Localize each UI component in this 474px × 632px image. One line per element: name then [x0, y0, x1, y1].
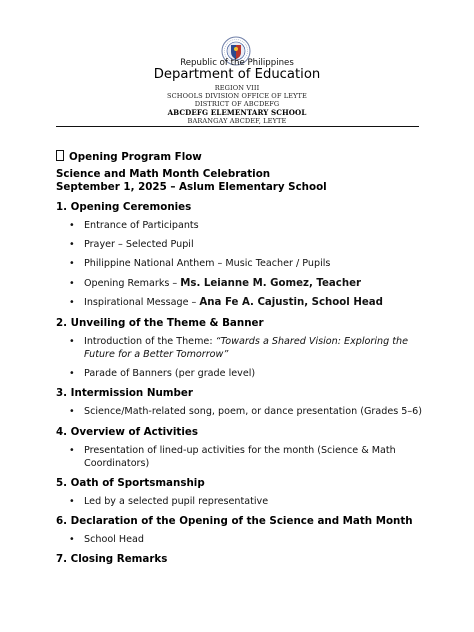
bullet: •: [69, 445, 75, 456]
bullet: •: [69, 220, 75, 231]
school-name: ABCDEFG ELEMENTARY SCHOOL: [167, 108, 307, 117]
barangay-label: BARANGAY ABCDEF, LEYTE: [187, 117, 287, 125]
program-heading-text: Opening Program Flow: [69, 151, 202, 163]
letterhead-divider: [56, 126, 419, 127]
list-item-text: [84, 297, 383, 308]
bullet: •: [69, 258, 75, 269]
list-item-text-continued: Coordinators): [84, 458, 150, 469]
speaker-name: Ms. Leianne M. Gomez, Teacher: [180, 278, 362, 289]
speaker-name: Ana Fe A. Cajustin, School Head: [199, 297, 383, 308]
republic-label: Republic of the Philippines: [180, 58, 294, 68]
list-item-text: Philippine National Anthem – Music Teacher / Pupils: [84, 258, 331, 269]
section-heading: 5. Oath of Sportsmanship: [56, 477, 205, 489]
event-title: Science and Math Month Celebration: [56, 168, 271, 180]
list-item-text: [84, 278, 361, 289]
bullet: •: [69, 496, 75, 507]
list-item-text: Presentation of lined-up activities for the month (Science & Math: [84, 445, 396, 456]
list-item-text: Led by a selected pupil representative: [84, 496, 269, 507]
section-heading: 1. Opening Ceremonies: [56, 201, 192, 213]
department-title: Department of Education: [153, 67, 321, 82]
list-item-prefix: Introduction of the Theme:: [84, 336, 216, 347]
list-item-text: School Head: [84, 534, 144, 545]
list-item-text: [84, 336, 408, 347]
division-label: SCHOOLS DIVISION OFFICE OF LEYTE: [167, 92, 307, 100]
bullet: •: [69, 406, 75, 417]
list-item-text: Science/Math-related song, poem, or dance presentation (Grades 5–6): [84, 406, 423, 417]
list-item-prefix: Opening Remarks –: [84, 278, 181, 289]
missing-glyph-icon: [56, 150, 64, 161]
list-item-text: Parade of Banners (per grade level): [84, 368, 256, 379]
list-item-text: Prayer – Selected Pupil: [84, 239, 194, 250]
section-heading: 4. Overview of Activities: [56, 426, 198, 438]
event-date-venue: September 1, 2025 – Aslum Elementary School: [56, 181, 327, 193]
bullet: •: [69, 534, 75, 545]
section-heading: 6. Declaration of the Opening of the Science and Math Month: [56, 515, 413, 527]
list-item-text: Entrance of Participants: [84, 220, 199, 231]
bullet: •: [69, 368, 75, 379]
theme-text: “Towards a Shared Vision: Exploring the: [215, 336, 408, 347]
district-label: DISTRICT OF ABCDEFG: [194, 100, 280, 108]
region-label: REGION VIII: [214, 84, 260, 92]
theme-text-continued: Future for a Better Tomorrow”: [84, 349, 229, 360]
section-heading: 3. Intermission Number: [56, 387, 193, 399]
bullet: •: [69, 297, 75, 308]
list-item-prefix: Inspirational Message –: [84, 297, 200, 308]
bullet: •: [69, 239, 75, 250]
section-heading: 7. Closing Remarks: [56, 553, 168, 565]
program-heading: [56, 150, 202, 163]
section-heading: 2. Unveiling of the Theme & Banner: [56, 317, 264, 329]
bullet: •: [69, 278, 75, 289]
bullet: •: [69, 336, 75, 347]
